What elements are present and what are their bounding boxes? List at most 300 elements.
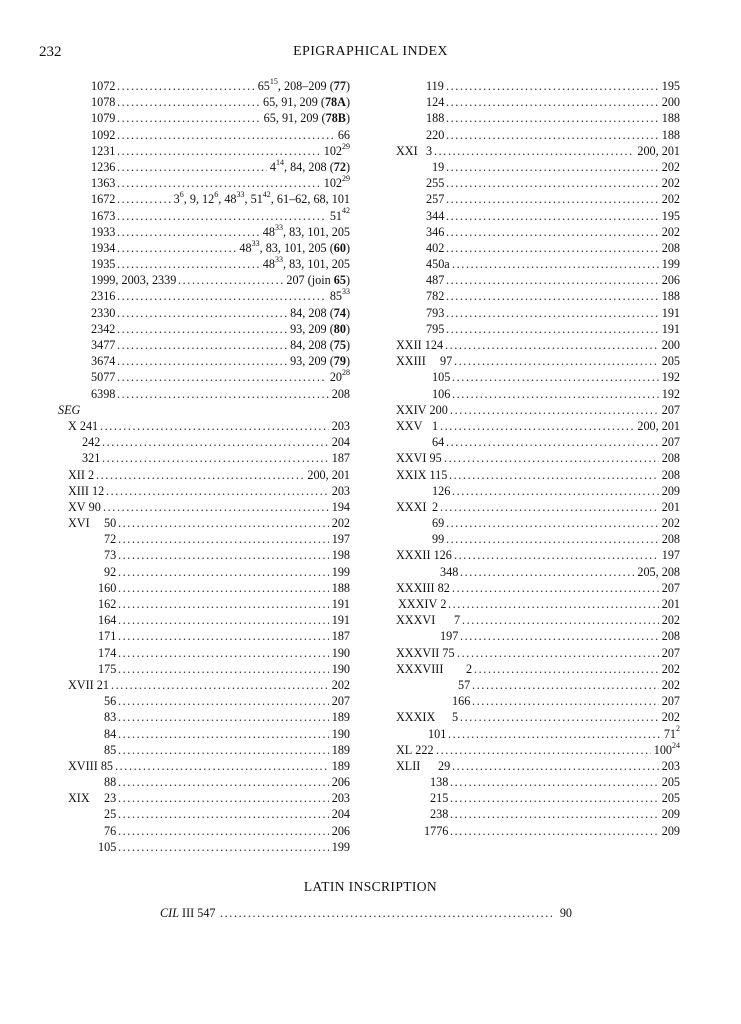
index-entry — [388, 806, 680, 822]
entry-pages — [331, 386, 350, 402]
index-entry — [58, 305, 350, 321]
entry-pages — [331, 547, 350, 563]
index-entry — [58, 596, 350, 612]
volume-number: XVII — [68, 677, 94, 692]
footnote-ref: 28 — [342, 368, 350, 378]
page-ref: 194 — [331, 499, 350, 514]
entry-label: 56 — [104, 694, 117, 709]
entry-lead — [104, 547, 116, 563]
page-number: 232 — [39, 44, 62, 60]
page-ref: , 83, 101, 205 — [282, 257, 350, 272]
leader-dots — [103, 499, 329, 515]
index-entry — [58, 628, 350, 644]
leader-dots — [446, 159, 659, 175]
entry-pages — [262, 224, 350, 240]
entry-pages — [331, 742, 350, 758]
page-ref: 102 — [323, 143, 342, 158]
index-entry — [58, 790, 350, 806]
index-entry — [388, 78, 680, 94]
entry-label: 73 — [104, 548, 117, 563]
leader-dots — [450, 806, 659, 822]
volume-number: XXVI — [396, 451, 427, 466]
page-ref: ) — [345, 305, 350, 320]
entry-lead — [98, 596, 116, 612]
page-ref: 207 — [661, 402, 680, 417]
entry-lead — [432, 483, 450, 499]
entry-pages — [661, 693, 680, 709]
entry-pages — [306, 467, 350, 483]
entry-label: 124 — [424, 338, 444, 352]
entry-pages — [661, 483, 680, 499]
entry-label: 105 — [432, 370, 451, 385]
entry-label: 5 — [452, 710, 459, 725]
page-ref: 188 — [661, 289, 680, 304]
page-ref: 189 — [331, 758, 350, 773]
entry-pages — [661, 321, 680, 337]
entry-label: 1934 — [91, 240, 116, 255]
page-ref: 93, 209 ( — [290, 321, 334, 336]
page-ref: 202 — [661, 710, 680, 725]
entry-label: 85 — [100, 758, 114, 773]
entry-pages — [329, 288, 350, 304]
entry-lead — [396, 547, 452, 563]
entry-pages — [331, 628, 350, 644]
page-ref: 207 — [331, 694, 350, 709]
entry-pages — [661, 823, 680, 839]
entry-lead — [440, 628, 458, 644]
entry-label: 1673 — [91, 208, 116, 223]
leader-dots — [100, 418, 329, 434]
page-ref: 207 — [661, 694, 680, 709]
index-column-left — [58, 78, 350, 855]
page-ref: 84, 208 ( — [290, 338, 334, 352]
entry-pages — [663, 726, 680, 742]
index-entry — [388, 175, 680, 191]
page-ref: 200, 201 — [307, 467, 350, 482]
page-ref: , 51 — [244, 192, 263, 207]
entry-lead — [396, 499, 438, 515]
entry-pages — [331, 483, 350, 499]
index-entry — [388, 191, 680, 207]
entry-pages — [331, 450, 350, 466]
entry-label: 2 — [432, 499, 439, 514]
index-entry — [58, 175, 350, 191]
index-entry — [388, 450, 680, 466]
volume-number: XXI — [396, 143, 418, 158]
index-entry — [58, 677, 350, 693]
page-ref: 192 — [661, 370, 680, 385]
entry-pages — [331, 515, 350, 531]
leader-dots — [448, 596, 659, 612]
footnote-ref: 42 — [262, 190, 271, 200]
leader-dots — [118, 726, 329, 742]
page-ref: 187 — [331, 629, 350, 644]
entry-lead — [396, 742, 434, 758]
entry-pages — [238, 240, 350, 256]
entry-pages — [661, 628, 680, 644]
plate-number: 74 — [333, 305, 346, 320]
index-entry — [58, 434, 350, 450]
entry-label: 95 — [429, 451, 442, 466]
entry-pages — [285, 272, 350, 288]
entry-lead — [68, 515, 116, 531]
entry-label: 29 — [438, 758, 451, 773]
entry-pages — [636, 564, 680, 580]
entry-lead — [104, 564, 116, 580]
page-ref: , 61–62, 68, 101 — [270, 192, 350, 207]
entry-lead — [68, 499, 101, 515]
entry-label: 222 — [415, 742, 434, 757]
index-entry — [388, 645, 680, 661]
entry-lead — [426, 94, 444, 110]
entry-label: 124 — [426, 95, 445, 110]
page-ref: 195 — [661, 79, 680, 93]
index-entry — [388, 337, 680, 353]
entry-pages — [262, 94, 350, 110]
index-entry — [58, 661, 350, 677]
page-ref: ) — [345, 111, 350, 126]
index-entry — [388, 305, 680, 321]
entry-label: 402 — [426, 240, 445, 255]
entry-lead — [424, 823, 448, 839]
leader-dots — [434, 143, 634, 159]
leader-dots — [117, 256, 260, 272]
index-entry — [388, 596, 680, 612]
index-entry — [388, 353, 680, 369]
entry-lead — [104, 806, 116, 822]
entry-pages — [263, 110, 350, 126]
page-ref: 206 — [331, 823, 350, 838]
leader-dots — [450, 774, 659, 790]
leader-dots — [118, 742, 329, 758]
leader-dots — [117, 143, 321, 159]
leader-dots — [446, 240, 659, 256]
leader-dots — [111, 677, 329, 693]
entry-lead — [98, 645, 116, 661]
entry-lead — [396, 402, 448, 418]
index-entry — [388, 110, 680, 126]
index-entry — [58, 645, 350, 661]
entry-lead — [104, 726, 116, 742]
index-entry — [58, 547, 350, 563]
page-ref: 208 — [661, 240, 680, 255]
leader-dots — [118, 806, 329, 822]
entry-pages — [331, 774, 350, 790]
entry-pages — [323, 143, 350, 159]
volume-number: X — [68, 418, 77, 433]
index-entry — [388, 823, 680, 839]
entry-pages — [661, 159, 680, 175]
entry-label: 175 — [98, 661, 117, 676]
volume-number: XXV — [396, 418, 423, 433]
entry-label: 793 — [426, 305, 445, 320]
entry-pages — [331, 418, 350, 434]
leader-dots — [102, 450, 329, 466]
volume-number: XXXIV — [398, 597, 438, 611]
entry-lead — [91, 386, 115, 402]
entry-label: 1999, 2003, 2339 — [91, 273, 177, 288]
page-ref: ) — [345, 159, 350, 174]
leader-dots — [452, 758, 659, 774]
page-ref: 200 — [661, 95, 680, 110]
entry-pages — [653, 742, 680, 758]
entry-label: 90 — [88, 499, 101, 514]
entry-label: 255 — [426, 176, 445, 191]
entry-lead — [98, 839, 116, 855]
page-ref: 208 — [331, 386, 350, 401]
entry-lead — [91, 159, 115, 175]
page-ref: 205, 208 — [637, 564, 680, 579]
entry-label: 346 — [426, 224, 445, 239]
entry-pages — [331, 839, 350, 855]
entry-lead — [58, 402, 80, 418]
page-ref: 188 — [331, 580, 350, 595]
entry-label: 1072 — [91, 79, 116, 93]
page-ref: 190 — [331, 661, 350, 676]
page-ref: 202 — [661, 224, 680, 239]
volume-number: XXII — [396, 338, 422, 352]
entry-label: 115 — [429, 467, 448, 482]
entry-lead — [91, 110, 115, 126]
leader-dots — [440, 418, 634, 434]
entry-lead — [426, 256, 450, 272]
page-ref: 189 — [331, 742, 350, 757]
entry-pages — [661, 110, 680, 126]
entry-label: 2 — [440, 597, 447, 611]
entry-label: 238 — [430, 807, 449, 822]
entry-pages — [323, 175, 350, 191]
entry-label: 25 — [104, 807, 117, 822]
leader-dots — [452, 483, 659, 499]
leader-dots — [446, 515, 659, 531]
page-ref: 102 — [323, 176, 342, 191]
leader-dots — [117, 191, 171, 207]
entry-label: 1933 — [91, 224, 116, 239]
leader-dots — [118, 709, 329, 725]
entry-label: 2330 — [91, 305, 116, 320]
footnote-ref: 6 — [179, 190, 184, 200]
entry-label: 1776 — [424, 823, 449, 838]
page-ref: ) — [345, 273, 350, 288]
entry-label: 162 — [98, 597, 117, 611]
entry-pages — [661, 434, 680, 450]
entry-label: 12 — [92, 483, 105, 498]
leader-dots — [460, 564, 634, 580]
entry-pages — [661, 580, 680, 596]
leader-dots — [117, 288, 327, 304]
page-ref: 202 — [661, 192, 680, 207]
entry-label: 83 — [104, 710, 117, 725]
index-entry — [388, 208, 680, 224]
entry-lead — [396, 661, 472, 677]
leader-dots — [474, 661, 659, 677]
leader-dots — [117, 175, 321, 191]
entry-lead — [104, 693, 116, 709]
entry-pages — [331, 564, 350, 580]
page-ref: 197 — [661, 548, 680, 563]
entry-pages — [331, 580, 350, 596]
entry-label: 3 — [426, 143, 433, 158]
entry-lead — [91, 208, 115, 224]
plate-number: 72 — [333, 159, 346, 174]
index-entry — [388, 288, 680, 304]
entry-pages — [661, 224, 680, 240]
index-entry — [58, 240, 350, 256]
entry-label: 3674 — [91, 354, 116, 369]
leader-dots — [450, 790, 659, 806]
entry-pages — [661, 208, 680, 224]
entry-lead — [104, 823, 116, 839]
entry-label: 241 — [79, 418, 99, 433]
entry-label: 23 — [104, 791, 117, 806]
leader-dots — [446, 94, 659, 110]
entry-label: 75 — [442, 645, 455, 660]
entry-lead — [91, 191, 115, 207]
entry-pages — [331, 758, 350, 774]
entry-pages — [257, 78, 350, 94]
entry-label: 119 — [426, 79, 444, 93]
entry-lead — [452, 693, 470, 709]
leader-dots — [117, 305, 287, 321]
entry-lead — [98, 661, 116, 677]
entry-pages — [329, 208, 350, 224]
index-entry — [58, 823, 350, 839]
leader-dots — [118, 515, 329, 531]
leader-dots — [446, 208, 659, 224]
entry-pages — [661, 402, 680, 418]
page-ref: 188 — [661, 111, 680, 126]
page-ref: 187 — [331, 451, 350, 466]
leader-dots — [436, 742, 651, 758]
entry-label: 85 — [104, 742, 117, 757]
page-ref: 93, 209 ( — [290, 354, 334, 369]
volume-number: XL — [396, 742, 413, 757]
entry-pages — [289, 337, 350, 353]
page-ref: ) — [345, 79, 350, 93]
volume-number: XV — [68, 499, 86, 514]
leader-dots — [452, 256, 659, 272]
index-entry — [58, 321, 350, 337]
entry-lead — [396, 143, 432, 159]
page-ref: 65, 91, 209 ( — [262, 95, 325, 110]
entry-label: 242 — [82, 435, 101, 450]
entry-pages — [337, 127, 350, 143]
entry-pages — [661, 272, 680, 288]
volume-number: XXIII — [396, 354, 426, 369]
section-heading — [58, 402, 350, 418]
volume-number: XLII — [396, 758, 421, 773]
index-entry — [58, 467, 350, 483]
page-ref: , 9, 12 — [183, 192, 215, 207]
index-entry — [58, 78, 350, 94]
entry-label: 782 — [426, 289, 445, 304]
footnote-ref: 33 — [251, 238, 260, 248]
entry-label: 2 — [466, 661, 473, 676]
entry-label: III 547 — [182, 906, 216, 920]
entry-pages — [331, 790, 350, 806]
page-ref: , 48 — [218, 192, 237, 207]
leader-dots — [452, 386, 659, 402]
heading-label: SEG — [58, 402, 81, 417]
index-entry — [388, 774, 680, 790]
entry-pages — [289, 321, 350, 337]
entry-label: 487 — [426, 273, 445, 288]
index-entry — [388, 418, 680, 434]
leader-dots — [117, 337, 287, 353]
leader-dots — [118, 564, 329, 580]
entry-pages — [661, 806, 680, 822]
index-entry — [388, 677, 680, 693]
index-entry — [58, 337, 350, 353]
volume-number: XIII — [68, 483, 89, 498]
entry-lead — [440, 564, 458, 580]
leader-dots — [472, 693, 659, 709]
page-ref: 197 — [331, 532, 350, 547]
entry-label: 344 — [426, 208, 445, 223]
index-entry — [58, 499, 350, 515]
entry-pages — [661, 677, 680, 693]
index-entry — [58, 693, 350, 709]
leader-dots — [452, 580, 659, 596]
entry-lead — [91, 353, 115, 369]
page-ref: 208 — [661, 451, 680, 466]
leader-dots — [118, 774, 329, 790]
page-ref: 4 — [269, 159, 276, 174]
index-entry — [58, 191, 350, 207]
plate-number: 77 — [333, 79, 346, 93]
entry-pages — [661, 127, 680, 143]
leader-dots — [118, 645, 329, 661]
page-ref: 20 — [329, 370, 342, 385]
entry-lead — [104, 531, 116, 547]
entry-lead — [68, 758, 113, 774]
leader-dots — [117, 386, 329, 402]
entry-pages — [661, 353, 680, 369]
index-entry — [58, 839, 350, 855]
entry-lead — [426, 321, 444, 337]
leader-dots — [117, 224, 260, 240]
leader-dots — [117, 353, 287, 369]
entry-lead — [396, 645, 455, 661]
leader-dots — [178, 272, 283, 288]
leader-dots — [450, 402, 659, 418]
entry-label: 126 — [432, 483, 451, 498]
entry-lead — [432, 434, 444, 450]
page-ref: 202 — [661, 516, 680, 531]
page-ref: 90 — [559, 906, 572, 920]
page-ref: 202 — [661, 613, 680, 628]
index-entry — [58, 369, 350, 385]
volume-number: XXXVI — [396, 613, 436, 628]
entry-label: 3477 — [91, 338, 116, 352]
entry-lead — [432, 159, 444, 175]
entry-lead — [428, 726, 446, 742]
entry-pages — [661, 758, 680, 774]
entry-label: 50 — [104, 516, 117, 531]
entry-lead — [426, 191, 444, 207]
entry-pages — [636, 143, 680, 159]
entry-pages — [661, 240, 680, 256]
page-ref: 200 — [661, 338, 680, 352]
page-ref: 201 — [661, 499, 680, 514]
entry-lead — [91, 288, 115, 304]
entry-pages — [331, 693, 350, 709]
page-ref: 203 — [331, 791, 350, 806]
entry-label: 200 — [429, 402, 448, 417]
leader-dots — [118, 693, 329, 709]
page-ref: , 208–209 ( — [277, 79, 334, 93]
entry-label: 105 — [98, 839, 117, 854]
